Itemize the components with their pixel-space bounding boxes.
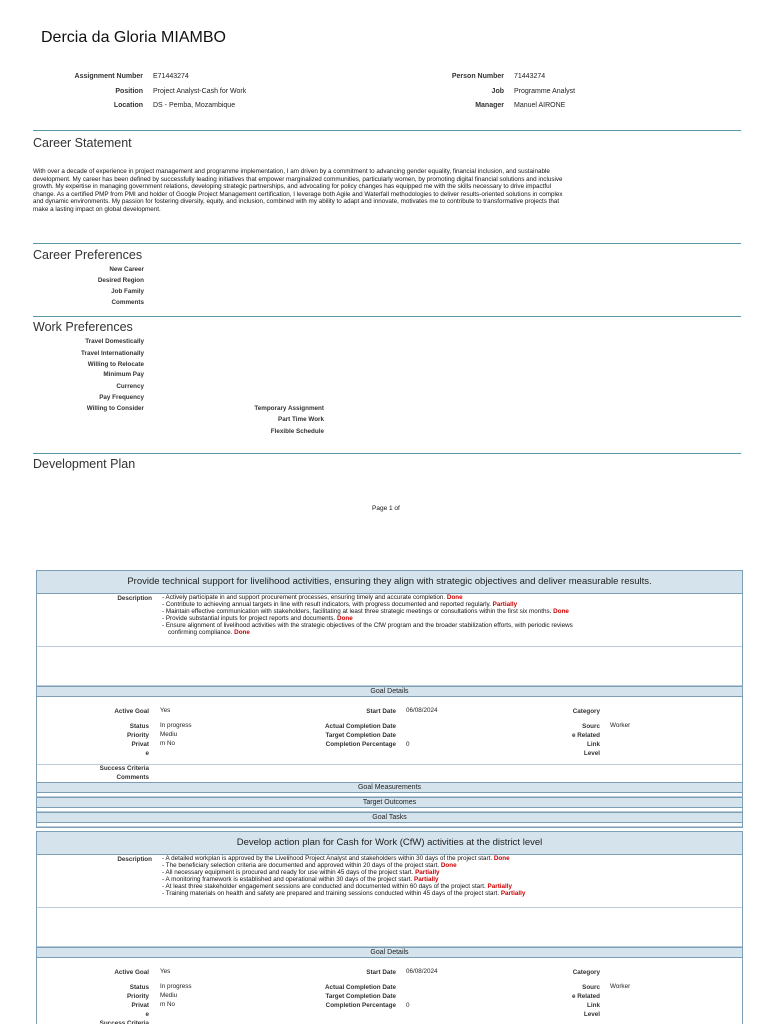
assignment-number-label: Assignment Number [74, 73, 143, 80]
level-label: Level [583, 750, 600, 757]
flexible-schedule-label: Flexible Schedule [270, 428, 324, 435]
priority-label: Priority [126, 732, 149, 739]
description-line: - At least three stakeholder engagement sessions are conducted and documented within 60 days of the project start. Partially [162, 882, 513, 890]
target-completion-label: Target Completion Date [325, 732, 396, 739]
location-label: Location [113, 102, 143, 109]
travel-domestically-label: Travel Domestically [85, 338, 144, 345]
career-statement-line: development. My career has been defined by successfully leading initiatives that empower marginalized communities, particularly women, by promoting digital financial solutions and inclusive [33, 175, 563, 183]
actual-completion-label: Actual Completion Date [324, 723, 396, 730]
willing-to-consider-label: Willing to Consider [86, 405, 144, 412]
target-outcomes-band: Target Outcomes [37, 797, 742, 808]
description-line: - Training materials on health and safety are prepared and training sessions conducted within 45 days of the project start. Partially [162, 889, 526, 897]
active-goal-value: Yes [160, 707, 171, 714]
private-label: Privat [131, 1002, 149, 1009]
status-done: Done [553, 607, 569, 615]
job-value: Programme Analyst [514, 88, 576, 95]
active-goal-label: Active Goal [114, 969, 149, 976]
manager-label: Manager [475, 102, 504, 109]
work-preferences-title: Work Preferences [33, 320, 133, 334]
status-label: Status [129, 723, 149, 730]
career-statement-line: and dynamic environments. My passion for fostering diversity, equity, and inclusion, combined with my ability to adapt and innovate, motivates me to contribute to transformative projects that [33, 198, 560, 206]
goal-tasks-band: Goal Tasks [37, 812, 742, 823]
link-label: Link [587, 1002, 600, 1009]
related-label: e Related [572, 993, 600, 1000]
completion-percentage-value: 0 [406, 1002, 410, 1009]
status-partially: Partially [414, 875, 439, 883]
status-done: Done [440, 861, 457, 869]
active-goal-label: Active Goal [114, 708, 149, 715]
link-label: Link [587, 741, 600, 748]
private-label: Privat [131, 741, 149, 748]
career-preferences-title: Career Preferences [33, 248, 143, 262]
section-divider [33, 453, 741, 454]
goal-details-band: Goal Details [37, 686, 742, 697]
description-line: - Maintain effective communication with stakeholders, facilitating at least three strategic meetings or consultations within the first six months. Done [162, 607, 569, 615]
position-value: Project Analyst-Cash for Work [153, 88, 247, 95]
temporary-assignment-label: Temporary Assignment [254, 405, 324, 412]
minimum-pay-label: Minimum Pay [103, 371, 144, 378]
desired-region-label: Desired Region [97, 277, 144, 284]
description-line: - Contribute to achieving annual targets in line with result indicators, with progress documented and reported regularly. Partially [162, 600, 518, 608]
section-divider [33, 243, 741, 244]
spacer [37, 823, 742, 827]
section-divider [33, 130, 741, 131]
success-criteria-label: Success Criteria [99, 765, 149, 772]
status-done: Done [234, 628, 250, 636]
goal-title: Develop action plan for Cash for Work (CfW) activities at the district level [37, 832, 742, 855]
start-date-value: 06/08/2024 [406, 707, 438, 714]
priority-label: Priority [126, 993, 149, 1000]
level-label: Level [583, 1011, 600, 1018]
goal-title: Provide technical support for livelihood activities, ensuring they align with strategic objectives and deliver measurable results. [37, 571, 742, 594]
status-partially: Partially [492, 600, 518, 608]
status-done: Done [493, 855, 510, 862]
status-value: In progress [160, 983, 192, 990]
career-statement-line: make a lasting impact on global development. [33, 205, 161, 213]
career-statement-text [33, 168, 743, 214]
goal-details [37, 697, 742, 765]
career-statement-title: Career Statement [33, 136, 132, 150]
currency-label: Currency [116, 383, 144, 390]
source-label: Sourc [582, 984, 600, 991]
goal-details-band: Goal Details [37, 947, 742, 958]
person-number-label: Person Number [451, 73, 504, 80]
location-value: DS - Pemba, Mozambique [153, 102, 236, 109]
related-label: e Related [572, 732, 600, 739]
start-date-label: Start Date [366, 708, 396, 715]
blank-area [37, 908, 742, 947]
private-value: m No [160, 1001, 176, 1008]
comments-label: Comments [111, 299, 144, 306]
description-line: - Provide substantial inputs for project reports and documents. Done [162, 614, 353, 622]
part-time-work-label: Part Time Work [278, 416, 324, 423]
source-value: Worker [610, 983, 631, 990]
success-criteria-label: Success Criteria [99, 1020, 149, 1024]
person-number-value: 71443274 [514, 73, 546, 80]
description-line: - Ensure alignment of livelihood activities with the strategic objectives of the CfW program and the broader stabilization efforts, with periodic reviews [162, 621, 573, 629]
category-label: Category [572, 969, 600, 976]
goal-card [36, 831, 743, 1024]
status-label: Status [129, 984, 149, 991]
status-done: Done [337, 614, 353, 622]
private-value: m No [160, 740, 176, 747]
page-number: Page 1 of [372, 505, 400, 512]
description-line: - All necessary equipment is procured and ready for use within 45 days of the project start. Partially [162, 868, 440, 876]
active-goal-value: Yes [160, 968, 171, 975]
priority-value: Mediu [160, 992, 178, 999]
blank-area [37, 647, 742, 686]
target-completion-label: Target Completion Date [325, 993, 396, 1000]
completion-percentage-value: 0 [406, 741, 410, 748]
career-statement-line: growth. My expertise in managing government relations, developing strategic partnerships, and advocating for policy changes has equipped me with the skills necessary to drive impactful [33, 183, 552, 191]
career-statement-line: With over a decade of experience in project management and programme implementation, I am driven by a commitment to advancing gender equality, financial inclusion, and sustainable [33, 168, 550, 175]
goal-details [37, 958, 742, 1024]
completion-percentage-label: Completion Percentage [325, 1002, 396, 1009]
manager-value: Manuel AIRONE [514, 102, 566, 109]
section-divider [33, 316, 741, 317]
completion-percentage-label: Completion Percentage [325, 741, 396, 748]
status-partially: Partially [415, 868, 440, 876]
goal-card [36, 570, 743, 828]
actual-completion-label: Actual Completion Date [324, 984, 396, 991]
travel-internationally-label: Travel Internationally [81, 350, 144, 357]
goal-measurements-band: Goal Measurements [37, 782, 742, 793]
job-family-label: Job Family [111, 288, 144, 295]
status-value: In progress [160, 722, 192, 729]
start-date-label: Start Date [366, 969, 396, 976]
goal-description [37, 594, 742, 647]
description-line: - A detailed workplan is approved by the Livelihood Project Analyst and stakeholders within 30 days of the project start. Done [162, 855, 510, 862]
career-statement-line: change. As a certified PMP from PMI and holder of Google Project Management certification, I leverage both Agile and Waterfall methodologies to deliver results-oriented solutions in complex [33, 190, 563, 198]
source-label: Sourc [582, 723, 600, 730]
position-label: Position [115, 88, 143, 95]
source-value: Worker [610, 722, 631, 729]
description-line: confirming compliance. Done [168, 628, 250, 636]
description-line: - A monitoring framework is established and operational within 30 days of the project start. Partially [162, 875, 439, 883]
pay-frequency-label: Pay Frequency [99, 394, 144, 401]
new-career-label: New Career [109, 266, 144, 273]
comments-row [37, 773, 742, 782]
description-line: - The beneficiary selection criteria are documented and approved within 20 days of the project start. Done [162, 861, 457, 869]
success-criteria-row [37, 765, 742, 773]
development-plan-title: Development Plan [33, 457, 136, 471]
description-line: - Actively participate in and support procurement processes, ensuring timely and accurate completion. Done [162, 594, 463, 601]
status-partially: Partially [487, 882, 513, 890]
priority-value: Mediu [160, 731, 178, 738]
description-label: Description [117, 595, 152, 602]
private-label-suffix: e [145, 750, 149, 757]
category-label: Category [572, 708, 600, 715]
status-partially: Partially [500, 889, 526, 897]
description-label: Description [117, 856, 152, 863]
comments-label: Comments [116, 774, 149, 781]
willing-to-relocate-label: Willing to Relocate [87, 361, 144, 368]
goal-description [37, 855, 742, 908]
person-name: Dercia da Gloria MIAMBO [41, 29, 226, 46]
private-label-suffix: e [145, 1011, 149, 1018]
start-date-value: 06/08/2024 [406, 968, 438, 975]
status-done: Done [446, 594, 463, 601]
assignment-number-value: E71443274 [153, 73, 189, 80]
job-label: Job [491, 88, 504, 95]
